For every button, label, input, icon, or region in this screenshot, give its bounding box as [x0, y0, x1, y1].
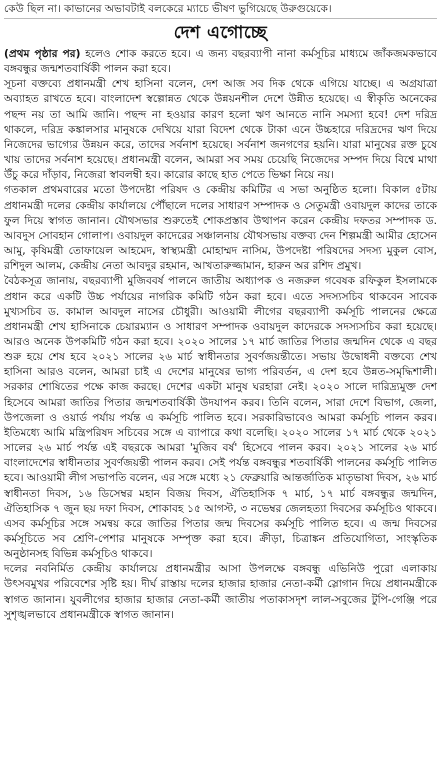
- paragraph-text: হলেও শোক করতে হবে। এ জন্য বছরব্যাপী নানা কর্মসূচির মাধ্যমে জাঁকজমকভাবে বঙ্গবন্ধুর জন্মশতবার্ষিকী পালন করা হবে।: [4, 48, 437, 76]
- article-headline: দেশ এগোচ্ছে: [173, 23, 268, 43]
- article-paragraph: গতকাল প্রথমবারের মতো উপদেষ্টা পরিষদ ও কেন্দ্রীয় কমিটির এ সভা অনুষ্ঠিত হলো। বিকাল ৫টায় প্রধানমন্ত্রী দলের কেন্দ্রীয় কার্যালয়ে পৌঁছালে দলের সাধারণ সম্পাদক ও সেতুমন্ত্রী ওবায়দুল কাদের তাকে ফুল দিয়ে স্বাগত জানান। যৌথসভার শুরুতেই শোকপ্রস্তাব উত্থাপন করেন কেন্দ্রীয় দফতর সম্পাদক ড. আবদুস সোবহান গোলাপ। ওবায়দুল কাদেরের সঞ্চালনায় যৌথসভায় বক্তব্য দেন শিল্পমন্ত্রী আমীর হোসেন আমু, কৃষিমন্ত্রী তোফায়েল আহমেদ, স্বাস্থ্যমন্ত্রী মোহাম্মদ নাসিম, উপদেষ্টা পরিষদের সদস্য মুকুল বোস, রশিদুল আলম, কেন্দ্রীয় নেতা আবদুর রহমান, আখতারুজ্জামান, হারুন অর রশিদ প্রমুখ।: [4, 184, 437, 273]
- article-paragraph: সূচনা বক্তব্যে প্রধানমন্ত্রী শেখ হাসিনা বলেন, দেশ আজ সব দিক থেকে এগিয়ে যাচ্ছে। এ অগ্রযাত্রা অব্যাহত রাখতে হবে। বাংলাদেশ স্বল্পোন্নত থেকে উন্নয়নশীল দেশে উন্নীত হয়েছে। এ স্বীকৃতি অনেকের পছন্দ নয় তা আমি জানি। পছন্দ না হওয়ার কারণ হলো ঋণ আনতে নানি সমস্যা হবে! দেশ দরিদ্র থাকলে, দরিদ্র কঙ্কালসার মানুষকে দেখিয়ে যারা বিদেশ থেকে টাকা এনে উচ্চহারে দরিদ্রদের ঋণ দিয়ে নিজেদের ভাগ্যের উন্নয়ন করে, তাদের সর্বনাশ হয়েছে। সর্বনাশ জনগণের হয়নি। যারা মানুষের রক্ত চুষে খায় তাদের সর্বনাশ হয়েছে। প্রধানমন্ত্রী বলেন, আমরা সব সময় চেয়েছি নিজেদের সম্পদ দিয়ে বিশ্বে মাথা উঁচু করে দাঁড়াব, নিজেরা স্বাবলম্বী হব। কারোর কাছে হাত পেতে ভিক্ষা নিয়ে নয়।: [4, 78, 437, 182]
- previous-article-tail: কেউ ছিল না। কাভানের অভাবটাই বলকেরে ম্যাচে ভীষণ ভুগিয়েছে উরুগুয়েকে।: [4, 0, 437, 19]
- article-paragraph: [4, 47, 437, 77]
- article-paragraph: দলের নবনির্মিত কেন্দ্রীয় কার্যালয়ে প্রধানমন্ত্রীর আসা উপলক্ষে বঙ্গবন্ধু এভিনিউ পুরো এলাকায় উৎসবমুখর পরিবেশের সৃষ্টি হয়। দীর্ঘ রাস্তায় দলের হাজার হাজার নেতা-কর্মী স্লোগান দিয়ে প্রধানমন্ত্রীকে স্বাগত জানান। যুবলীগের হাজার হাজার নেতা-কর্মী জাতীয় পতাকাসদৃশ লাল-সবুজের টুপি-গেঞ্জি পরে সুশৃঙ্খলভাবে প্রধানমন্ত্রীকে স্বাগত জানান।: [4, 563, 437, 621]
- article-body: [4, 47, 437, 623]
- article-paragraph: বৈঠকসূত্র জানায়, বছরব্যাপী মুজিববর্ষ পালনে জাতীয় অধ্যাপক ও নজরুল গবেষক রফিকুল ইসলামকে প্রধান করে একটি উচ্চ পর্যায়ের নাগরিক কমিটি গঠন করা হবে। এতে সদস্যসচিব থাকবেন সাবেক মুখ্যসচিব ড. কামাল আবদুল নাসের চৌধুরী। আওয়ামী লীগের বছরব্যাপী কর্মসূচি পালনের ক্ষেত্রে প্রধানমন্ত্রী শেখ হাসিনাকে চেয়ারম্যান ও সাধারণ সম্পাদক ওবায়দুল কাদেরকে সদস্যসচিব করা হয়েছে। আরও অনেক উপকমিটি গঠন করা হবে। ২০২০ সালের ১৭ মার্চ জাতির পিতার জন্মদিন থেকে এ বছর শুরু হয়ে শেষ হবে ২০২১ সালের ২৬ মার্চ স্বাধীনতার সুবর্ণজয়ন্তীতে। সভায় উদ্বোধনী বক্তব্যে শেখ হাসিনা আরও বলেন, আমরা চাই এ দেশের মানুষের ভাগ্য পরিবর্তন, এ দেশ হবে উন্নত-সমৃদ্ধিশালী। সরকার শোষিতের পক্ষে কাজ করছে। দেশের একটা মানুষ ঘরহারা নেই। ২০২০ সালে দারিদ্র্যমুক্ত দেশ হিসেবে আমরা জাতির পিতার জন্মশতবার্ষিকী উদযাপন করব। তিনি বলেন, সারা দেশে বিভাগ, জেলা, উপজেলা ও ওয়ার্ড পর্যায় পর্যন্ত এ কর্মসূচি পালিত হবে। সরকারিভাবেও আমরা কর্মসূচি পালন করব। ইতিমধ্যে আমি মন্ত্রিপরিষদ সচিবের সঙ্গে এ ব্যাপারে কথা বলেছি। ২০২০ সালের ১৭ মার্চ থেকে ২০২১ সালের ২৬ মার্চ পর্যন্ত এই বছরকে আমরা 'মুজিব বর্ষ' হিসেবে পালন করব। ২০২১ সালের ২৬ মার্চ বাংলাদেশের স্বাধীনতার সুবর্ণজয়ন্তী পালন করব। সেই পর্যন্ত বঙ্গবন্ধুর শতবার্ষিকী পালনের কর্মসূচি পালিত হবে। আওয়ামী লীগ সভাপতি বলেন, এর সঙ্গে মধ্যে ২১ ফেব্রুয়ারি আন্তর্জাতিক মাতৃভাষা দিবস, ২৬ মার্চ স্বাধীনতা দিবস, ১৬ ডিসেম্বর মহান বিজয় দিবস, ঐতিহাসিক ৭ মার্চ, ১৭ মার্চ বঙ্গবন্ধুর জন্মদিন, ঐতিহাসিক ৭ জুন ছয় দফা দিবস, শোকাবহ ১৫ আগস্ট, ৩ নভেম্বর জেলহত্যা দিবসের কর্মসূচিও থাকবে। এসব কর্মসূচির সঙ্গে সমন্বয় করে জাতির পিতার জন্ম দিবসের কর্মসূচি পালিত হবে। এ জন্ম দিবসের কর্মসূচিতে সব শ্রেণি-পেশার মানুষকে সম্পৃক্ত করা হবে। ক্রীড়া, চিত্রাঙ্কন প্রতিযোগিতা, সাংস্কৃতিক অনুষ্ঠানসহ বিভিন্ন কর্মসূচিও থাকবে।: [4, 275, 437, 561]
- continuation-label: (প্রথম পৃষ্ঠার পর): [4, 48, 81, 60]
